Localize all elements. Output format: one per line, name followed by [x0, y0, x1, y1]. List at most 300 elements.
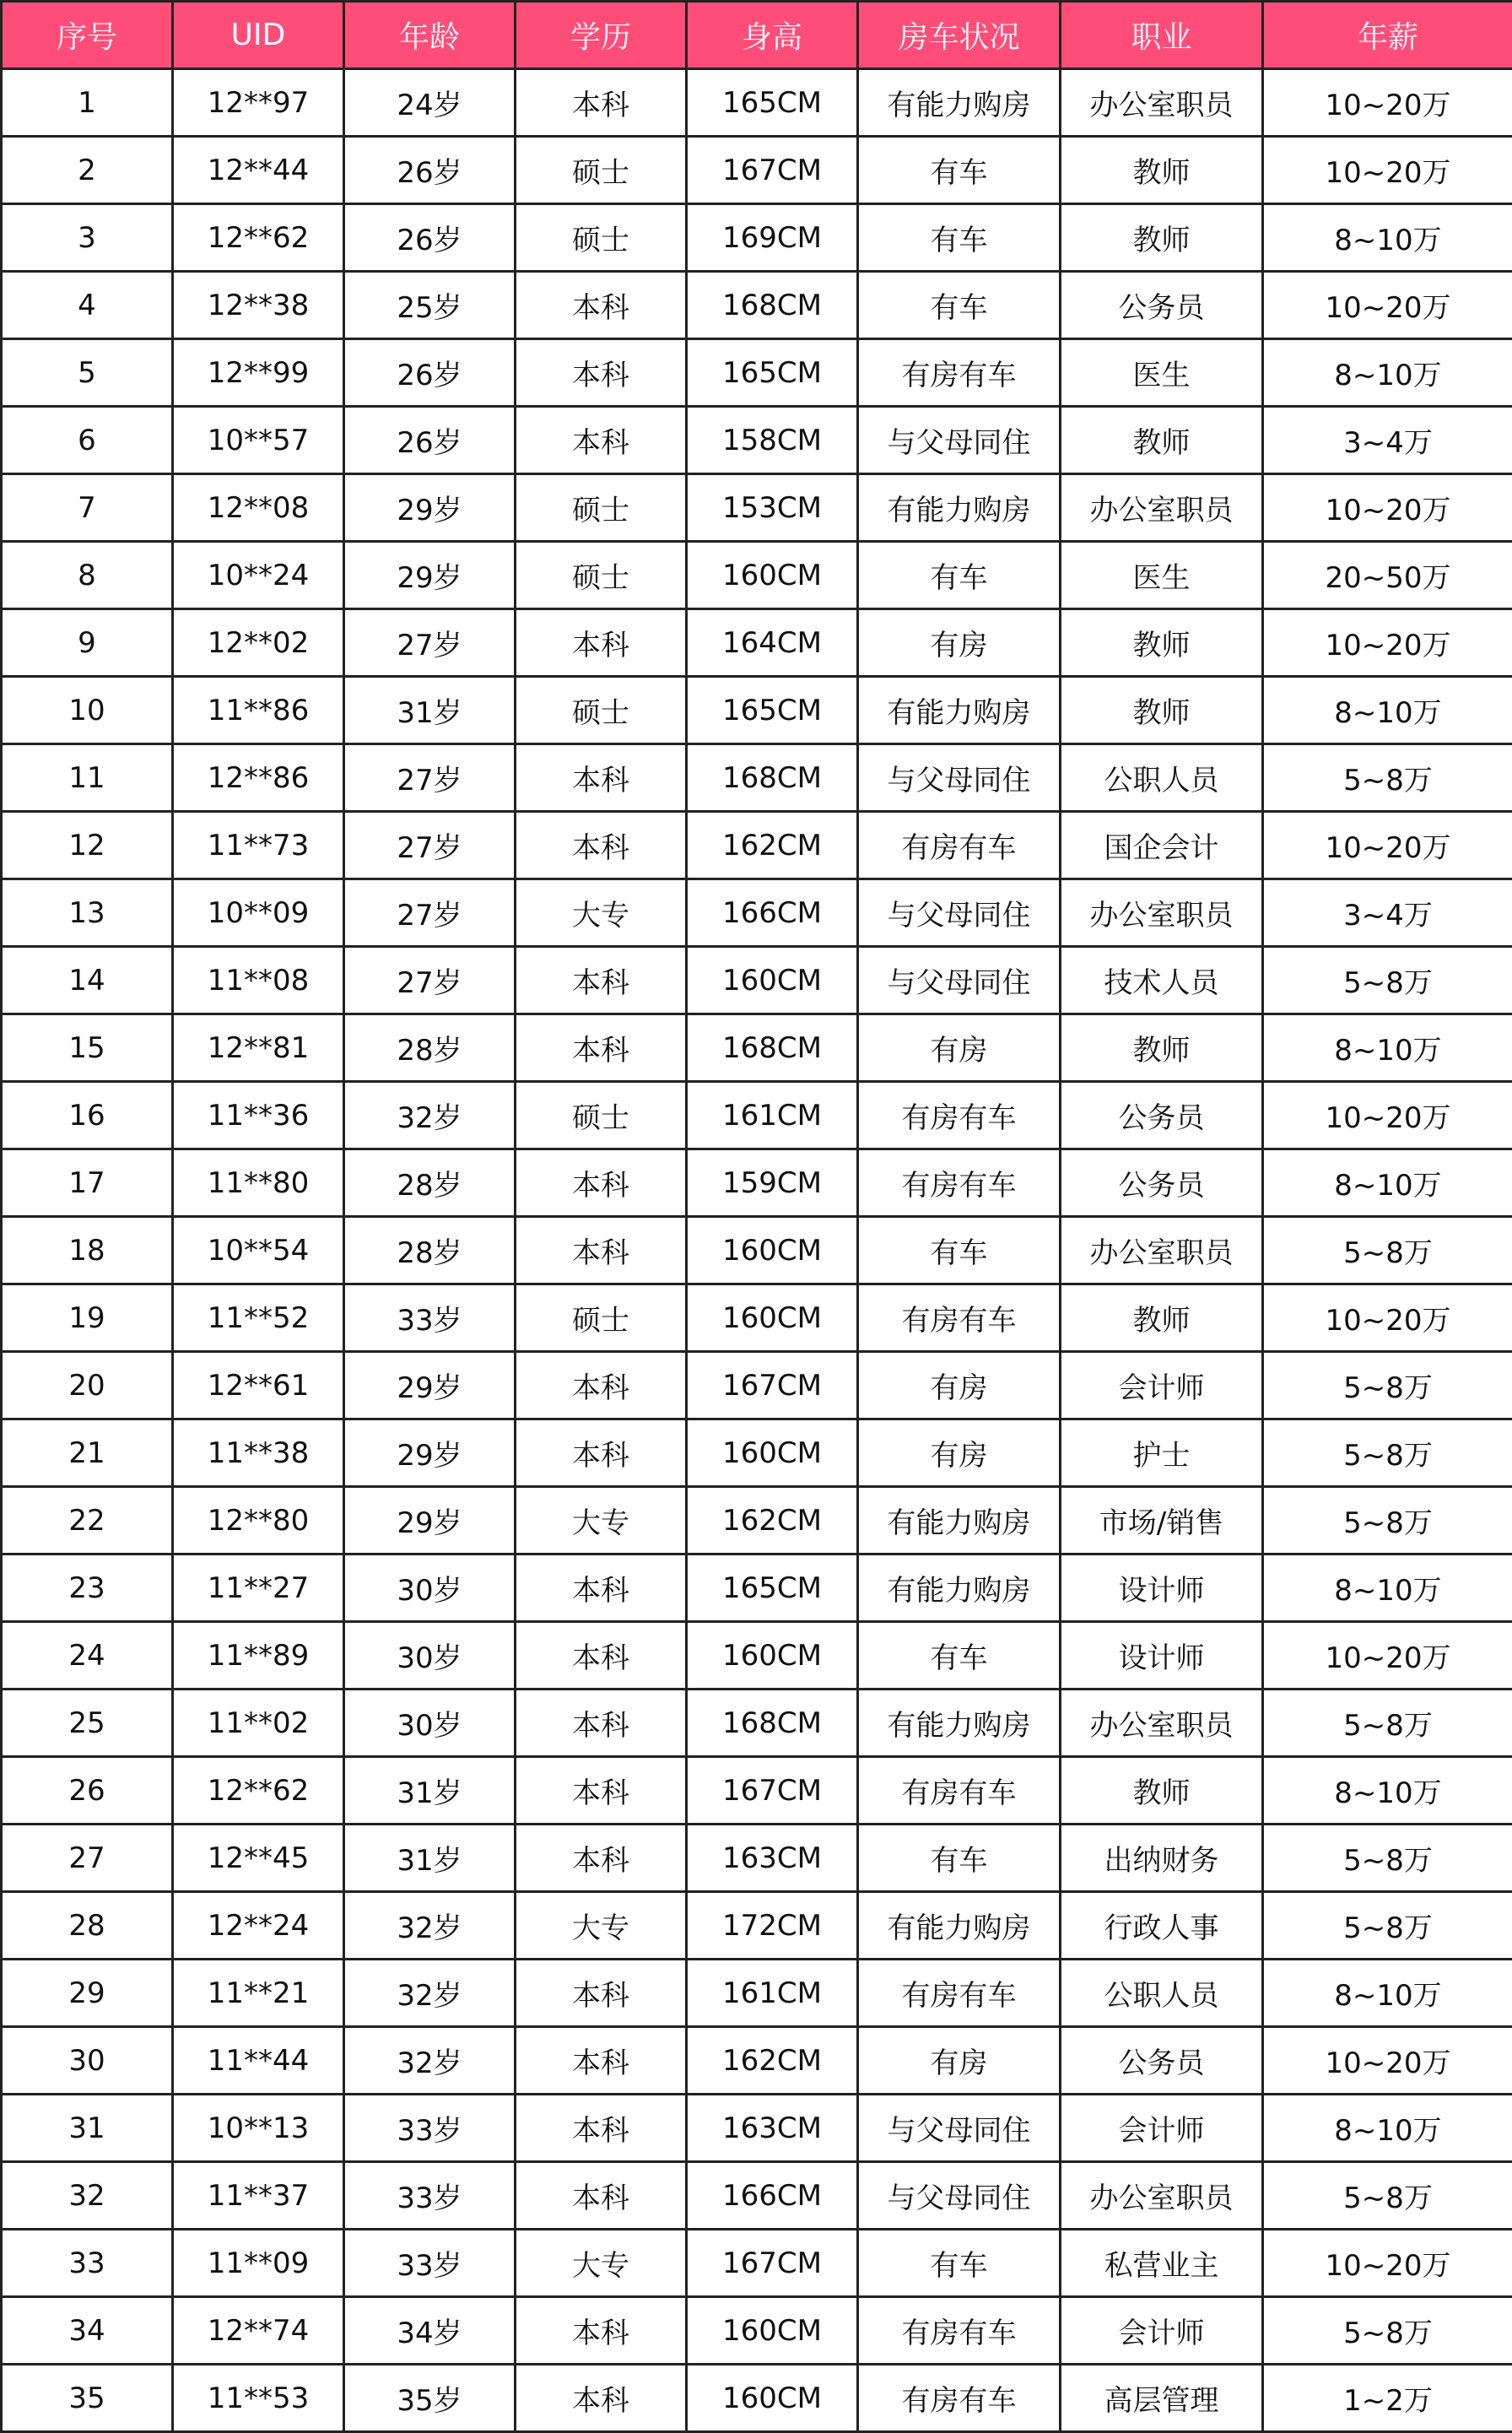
cell-uid: 12**24 — [173, 1892, 344, 1960]
cell-housing-car: 有房有车 — [858, 812, 1061, 879]
cell-housing-car: 有能力购房 — [858, 1554, 1061, 1622]
cell-education: 大专 — [516, 1487, 687, 1554]
table-row — [2, 1757, 1512, 1825]
cell-salary: 10~20万 — [1263, 69, 1512, 137]
table-row — [2, 137, 1512, 204]
cell-occupation: 出纳财务 — [1061, 1825, 1263, 1892]
cell-education: 本科 — [516, 339, 687, 407]
cell-salary: 3~4万 — [1263, 407, 1512, 474]
cell-salary: 8~10万 — [1263, 1757, 1512, 1825]
cell-index: 22 — [2, 1487, 173, 1554]
table-row — [2, 2162, 1512, 2230]
cell-housing-car: 有车 — [858, 1825, 1061, 1892]
cell-uid: 12**62 — [173, 204, 344, 272]
cell-age: 24岁 — [344, 69, 516, 137]
cell-education: 本科 — [516, 1825, 687, 1892]
cell-occupation: 教师 — [1061, 204, 1263, 272]
cell-height: 165CM — [687, 677, 858, 744]
cell-height: 165CM — [687, 339, 858, 407]
cell-age: 32岁 — [344, 1892, 516, 1960]
cell-index: 17 — [2, 1149, 173, 1217]
cell-index: 4 — [2, 272, 173, 339]
cell-index: 33 — [2, 2230, 173, 2297]
cell-occupation: 私营业主 — [1061, 2230, 1263, 2297]
header-occupation: 职业 — [1061, 2, 1263, 69]
cell-occupation: 医生 — [1061, 339, 1263, 407]
cell-age: 32岁 — [344, 1960, 516, 2027]
cell-height: 162CM — [687, 812, 858, 879]
table-row — [2, 2365, 1512, 2432]
cell-occupation: 会计师 — [1061, 1352, 1263, 1419]
cell-housing-car: 与父母同住 — [858, 2095, 1061, 2162]
table-row — [2, 1825, 1512, 1892]
cell-index: 25 — [2, 1690, 173, 1757]
cell-housing-car: 有房 — [858, 609, 1061, 677]
cell-housing-car: 有房 — [858, 2027, 1061, 2095]
cell-housing-car: 有能力购房 — [858, 1892, 1061, 1960]
table-row — [2, 2095, 1512, 2162]
cell-uid: 11**27 — [173, 1554, 344, 1622]
cell-salary: 10~20万 — [1263, 2230, 1512, 2297]
cell-height: 165CM — [687, 69, 858, 137]
cell-height: 160CM — [687, 1217, 858, 1284]
cell-uid: 12**74 — [173, 2297, 344, 2365]
cell-education: 本科 — [516, 1622, 687, 1690]
cell-housing-car: 有房有车 — [858, 339, 1061, 407]
header-housing-car: 房车状况 — [858, 2, 1061, 69]
table-row — [2, 407, 1512, 474]
header-salary: 年薪 — [1263, 2, 1512, 69]
cell-salary: 5~8万 — [1263, 1690, 1512, 1757]
cell-education: 大专 — [516, 879, 687, 947]
cell-index: 16 — [2, 1082, 173, 1149]
cell-education: 本科 — [516, 1217, 687, 1284]
cell-education: 本科 — [516, 1419, 687, 1487]
cell-index: 23 — [2, 1554, 173, 1622]
cell-uid: 11**36 — [173, 1082, 344, 1149]
cell-uid: 12**61 — [173, 1352, 344, 1419]
cell-housing-car: 有车 — [858, 1622, 1061, 1690]
table-row — [2, 204, 1512, 272]
cell-age: 32岁 — [344, 2027, 516, 2095]
cell-uid: 10**24 — [173, 542, 344, 609]
cell-salary: 5~8万 — [1263, 1825, 1512, 1892]
cell-education: 硕士 — [516, 1284, 687, 1352]
header-height: 身高 — [687, 2, 858, 69]
cell-uid: 11**73 — [173, 812, 344, 879]
cell-age: 25岁 — [344, 272, 516, 339]
cell-occupation: 会计师 — [1061, 2095, 1263, 2162]
cell-height: 160CM — [687, 947, 858, 1014]
cell-age: 31岁 — [344, 1825, 516, 1892]
header-row — [2, 2, 1512, 69]
cell-education: 硕士 — [516, 474, 687, 542]
cell-salary: 8~10万 — [1263, 204, 1512, 272]
cell-occupation: 教师 — [1061, 1757, 1263, 1825]
table-row — [2, 1082, 1512, 1149]
cell-height: 161CM — [687, 1960, 858, 2027]
cell-salary: 8~10万 — [1263, 1149, 1512, 1217]
cell-index: 9 — [2, 609, 173, 677]
cell-age: 27岁 — [344, 609, 516, 677]
cell-salary: 5~8万 — [1263, 1419, 1512, 1487]
cell-age: 28岁 — [344, 1014, 516, 1082]
cell-index: 19 — [2, 1284, 173, 1352]
cell-index: 30 — [2, 2027, 173, 2095]
cell-age: 29岁 — [344, 542, 516, 609]
cell-uid: 11**89 — [173, 1622, 344, 1690]
cell-housing-car: 有能力购房 — [858, 677, 1061, 744]
cell-uid: 12**02 — [173, 609, 344, 677]
cell-age: 27岁 — [344, 947, 516, 1014]
table-row — [2, 1690, 1512, 1757]
cell-index: 10 — [2, 677, 173, 744]
cell-salary: 8~10万 — [1263, 677, 1512, 744]
cell-index: 2 — [2, 137, 173, 204]
cell-age: 33岁 — [344, 2230, 516, 2297]
cell-salary: 10~20万 — [1263, 1622, 1512, 1690]
cell-height: 167CM — [687, 2230, 858, 2297]
cell-occupation: 教师 — [1061, 407, 1263, 474]
cell-occupation: 办公室职员 — [1061, 69, 1263, 137]
cell-uid: 12**86 — [173, 744, 344, 812]
cell-uid: 11**37 — [173, 2162, 344, 2230]
cell-uid: 11**38 — [173, 1419, 344, 1487]
cell-age: 27岁 — [344, 812, 516, 879]
cell-occupation: 医生 — [1061, 542, 1263, 609]
table-row — [2, 2027, 1512, 2095]
cell-age: 26岁 — [344, 407, 516, 474]
cell-housing-car: 有房 — [858, 1419, 1061, 1487]
cell-index: 34 — [2, 2297, 173, 2365]
table-row — [2, 1892, 1512, 1960]
table-row — [2, 1419, 1512, 1487]
cell-occupation: 市场/销售 — [1061, 1487, 1263, 1554]
cell-height: 160CM — [687, 1284, 858, 1352]
cell-uid: 11**52 — [173, 1284, 344, 1352]
cell-age: 28岁 — [344, 1217, 516, 1284]
table-row — [2, 812, 1512, 879]
cell-occupation: 办公室职员 — [1061, 2162, 1263, 2230]
cell-occupation: 公务员 — [1061, 2027, 1263, 2095]
cell-salary: 10~20万 — [1263, 474, 1512, 542]
cell-housing-car: 与父母同住 — [858, 744, 1061, 812]
cell-height: 160CM — [687, 1622, 858, 1690]
cell-index: 6 — [2, 407, 173, 474]
cell-uid: 11**86 — [173, 677, 344, 744]
cell-uid: 11**80 — [173, 1149, 344, 1217]
cell-education: 本科 — [516, 1690, 687, 1757]
cell-education: 硕士 — [516, 204, 687, 272]
table-row — [2, 947, 1512, 1014]
cell-height: 167CM — [687, 137, 858, 204]
table-row — [2, 1217, 1512, 1284]
cell-education: 大专 — [516, 2230, 687, 2297]
cell-height: 168CM — [687, 272, 858, 339]
cell-salary: 8~10万 — [1263, 1554, 1512, 1622]
cell-education: 硕士 — [516, 542, 687, 609]
cell-occupation: 教师 — [1061, 1284, 1263, 1352]
cell-height: 166CM — [687, 879, 858, 947]
cell-occupation: 教师 — [1061, 137, 1263, 204]
cell-height: 168CM — [687, 744, 858, 812]
table-row — [2, 1487, 1512, 1554]
cell-salary: 8~10万 — [1263, 2095, 1512, 2162]
table-row — [2, 339, 1512, 407]
cell-age: 31岁 — [344, 1757, 516, 1825]
cell-education: 硕士 — [516, 137, 687, 204]
cell-occupation: 办公室职员 — [1061, 879, 1263, 947]
cell-housing-car: 有车 — [858, 272, 1061, 339]
cell-age: 34岁 — [344, 2297, 516, 2365]
cell-housing-car: 有房有车 — [858, 1757, 1061, 1825]
cell-education: 本科 — [516, 1554, 687, 1622]
cell-education: 本科 — [516, 2162, 687, 2230]
cell-height: 164CM — [687, 609, 858, 677]
cell-height: 159CM — [687, 1149, 858, 1217]
cell-height: 167CM — [687, 1352, 858, 1419]
cell-housing-car: 有房有车 — [858, 2297, 1061, 2365]
cell-education: 本科 — [516, 69, 687, 137]
cell-index: 24 — [2, 1622, 173, 1690]
cell-index: 21 — [2, 1419, 173, 1487]
cell-uid: 12**97 — [173, 69, 344, 137]
cell-housing-car: 有车 — [858, 542, 1061, 609]
cell-education: 本科 — [516, 1757, 687, 1825]
cell-height: 161CM — [687, 1082, 858, 1149]
cell-uid: 12**08 — [173, 474, 344, 542]
header-index: 序号 — [2, 2, 173, 69]
table-row — [2, 2297, 1512, 2365]
cell-housing-car: 有能力购房 — [858, 1690, 1061, 1757]
table-row — [2, 879, 1512, 947]
cell-salary: 5~8万 — [1263, 1217, 1512, 1284]
cell-salary: 1~2万 — [1263, 2365, 1512, 2432]
cell-housing-car: 与父母同住 — [858, 407, 1061, 474]
cell-age: 33岁 — [344, 2162, 516, 2230]
table-row — [2, 609, 1512, 677]
cell-salary: 10~20万 — [1263, 609, 1512, 677]
cell-index: 28 — [2, 1892, 173, 1960]
cell-index: 14 — [2, 947, 173, 1014]
cell-education: 本科 — [516, 1014, 687, 1082]
cell-index: 15 — [2, 1014, 173, 1082]
cell-index: 7 — [2, 474, 173, 542]
cell-housing-car: 有车 — [858, 1217, 1061, 1284]
cell-housing-car: 有车 — [858, 204, 1061, 272]
cell-age: 26岁 — [344, 204, 516, 272]
cell-education: 本科 — [516, 812, 687, 879]
cell-index: 1 — [2, 69, 173, 137]
table-row — [2, 1622, 1512, 1690]
cell-age: 29岁 — [344, 1352, 516, 1419]
cell-height: 169CM — [687, 204, 858, 272]
table-row — [2, 542, 1512, 609]
cell-age: 27岁 — [344, 879, 516, 947]
cell-occupation: 公职人员 — [1061, 744, 1263, 812]
cell-education: 硕士 — [516, 1082, 687, 1149]
cell-salary: 5~8万 — [1263, 2297, 1512, 2365]
table-row — [2, 272, 1512, 339]
cell-salary: 10~20万 — [1263, 2027, 1512, 2095]
cell-uid: 11**09 — [173, 2230, 344, 2297]
cell-occupation: 公务员 — [1061, 1149, 1263, 1217]
cell-index: 20 — [2, 1352, 173, 1419]
table-header — [2, 2, 1512, 69]
cell-education: 本科 — [516, 2365, 687, 2432]
cell-housing-car: 有车 — [858, 137, 1061, 204]
cell-index: 27 — [2, 1825, 173, 1892]
table-row — [2, 1960, 1512, 2027]
cell-housing-car: 有房有车 — [858, 1082, 1061, 1149]
cell-education: 大专 — [516, 1892, 687, 1960]
cell-salary: 5~8万 — [1263, 2162, 1512, 2230]
cell-age: 26岁 — [344, 137, 516, 204]
cell-uid: 12**44 — [173, 137, 344, 204]
cell-index: 11 — [2, 744, 173, 812]
cell-height: 166CM — [687, 2162, 858, 2230]
table-body — [2, 69, 1512, 2432]
cell-housing-car: 有房有车 — [858, 1284, 1061, 1352]
cell-age: 30岁 — [344, 1554, 516, 1622]
cell-education: 本科 — [516, 2095, 687, 2162]
cell-age: 28岁 — [344, 1149, 516, 1217]
header-uid: UID — [173, 2, 344, 69]
cell-education: 本科 — [516, 609, 687, 677]
cell-occupation: 设计师 — [1061, 1622, 1263, 1690]
cell-age: 33岁 — [344, 2095, 516, 2162]
cell-occupation: 高层管理 — [1061, 2365, 1263, 2432]
cell-education: 本科 — [516, 744, 687, 812]
cell-education: 本科 — [516, 2297, 687, 2365]
cell-housing-car: 有房 — [858, 1014, 1061, 1082]
cell-age: 30岁 — [344, 1622, 516, 1690]
cell-height: 162CM — [687, 1487, 858, 1554]
cell-salary: 10~20万 — [1263, 812, 1512, 879]
cell-uid: 10**13 — [173, 2095, 344, 2162]
cell-education: 本科 — [516, 2027, 687, 2095]
cell-uid: 12**81 — [173, 1014, 344, 1082]
cell-height: 162CM — [687, 2027, 858, 2095]
cell-height: 163CM — [687, 1825, 858, 1892]
cell-occupation: 教师 — [1061, 609, 1263, 677]
cell-housing-car: 有车 — [858, 2230, 1061, 2297]
table-row — [2, 677, 1512, 744]
cell-age: 29岁 — [344, 474, 516, 542]
cell-salary: 5~8万 — [1263, 1892, 1512, 1960]
cell-age: 26岁 — [344, 339, 516, 407]
cell-housing-car: 有房有车 — [858, 1149, 1061, 1217]
cell-occupation: 教师 — [1061, 677, 1263, 744]
cell-height: 165CM — [687, 1554, 858, 1622]
cell-occupation: 办公室职员 — [1061, 1217, 1263, 1284]
cell-index: 13 — [2, 879, 173, 947]
cell-index: 18 — [2, 1217, 173, 1284]
table-row — [2, 744, 1512, 812]
cell-occupation: 行政人事 — [1061, 1892, 1263, 1960]
cell-index: 31 — [2, 2095, 173, 2162]
cell-occupation: 公务员 — [1061, 272, 1263, 339]
cell-age: 33岁 — [344, 1284, 516, 1352]
cell-uid: 11**53 — [173, 2365, 344, 2432]
cell-occupation: 会计师 — [1061, 2297, 1263, 2365]
table-row — [2, 1149, 1512, 1217]
cell-occupation: 公务员 — [1061, 1082, 1263, 1149]
cell-index: 29 — [2, 1960, 173, 2027]
cell-occupation: 教师 — [1061, 1014, 1263, 1082]
cell-salary: 5~8万 — [1263, 744, 1512, 812]
cell-uid: 10**54 — [173, 1217, 344, 1284]
cell-salary: 5~8万 — [1263, 1352, 1512, 1419]
table-row — [2, 1284, 1512, 1352]
cell-uid: 10**57 — [173, 407, 344, 474]
cell-age: 30岁 — [344, 1690, 516, 1757]
cell-index: 3 — [2, 204, 173, 272]
cell-education: 本科 — [516, 272, 687, 339]
cell-height: 160CM — [687, 2365, 858, 2432]
cell-housing-car: 与父母同住 — [858, 947, 1061, 1014]
cell-salary: 8~10万 — [1263, 1014, 1512, 1082]
cell-uid: 10**09 — [173, 879, 344, 947]
cell-age: 29岁 — [344, 1419, 516, 1487]
cell-age: 32岁 — [344, 1082, 516, 1149]
cell-occupation: 护士 — [1061, 1419, 1263, 1487]
cell-housing-car: 有房有车 — [858, 1960, 1061, 2027]
cell-housing-car: 有房 — [858, 1352, 1061, 1419]
table-row — [2, 2230, 1512, 2297]
cell-index: 32 — [2, 2162, 173, 2230]
cell-housing-car: 有能力购房 — [858, 69, 1061, 137]
cell-index: 35 — [2, 2365, 173, 2432]
cell-uid: 12**45 — [173, 1825, 344, 1892]
cell-age: 35岁 — [344, 2365, 516, 2432]
cell-salary: 20~50万 — [1263, 542, 1512, 609]
cell-occupation: 办公室职员 — [1061, 474, 1263, 542]
cell-salary: 5~8万 — [1263, 947, 1512, 1014]
cell-education: 本科 — [516, 1149, 687, 1217]
table-row — [2, 1352, 1512, 1419]
cell-height: 160CM — [687, 2297, 858, 2365]
cell-occupation: 公职人员 — [1061, 1960, 1263, 2027]
cell-index: 26 — [2, 1757, 173, 1825]
cell-height: 168CM — [687, 1014, 858, 1082]
cell-housing-car: 有能力购房 — [858, 1487, 1061, 1554]
cell-uid: 12**80 — [173, 1487, 344, 1554]
cell-housing-car: 有房有车 — [858, 2365, 1061, 2432]
cell-occupation: 技术人员 — [1061, 947, 1263, 1014]
header-education: 学历 — [516, 2, 687, 69]
cell-salary: 10~20万 — [1263, 137, 1512, 204]
cell-height: 167CM — [687, 1757, 858, 1825]
header-age: 年龄 — [344, 2, 516, 69]
cell-age: 29岁 — [344, 1487, 516, 1554]
cell-salary: 10~20万 — [1263, 272, 1512, 339]
cell-uid: 11**02 — [173, 1690, 344, 1757]
cell-education: 本科 — [516, 947, 687, 1014]
cell-height: 168CM — [687, 1690, 858, 1757]
cell-education: 本科 — [516, 407, 687, 474]
cell-salary: 5~8万 — [1263, 1487, 1512, 1554]
cell-housing-car: 与父母同住 — [858, 879, 1061, 947]
table-row — [2, 1554, 1512, 1622]
cell-index: 8 — [2, 542, 173, 609]
cell-age: 31岁 — [344, 677, 516, 744]
cell-housing-car: 有能力购房 — [858, 474, 1061, 542]
cell-salary: 8~10万 — [1263, 339, 1512, 407]
cell-height: 160CM — [687, 542, 858, 609]
cell-education: 本科 — [516, 1352, 687, 1419]
cell-height: 153CM — [687, 474, 858, 542]
